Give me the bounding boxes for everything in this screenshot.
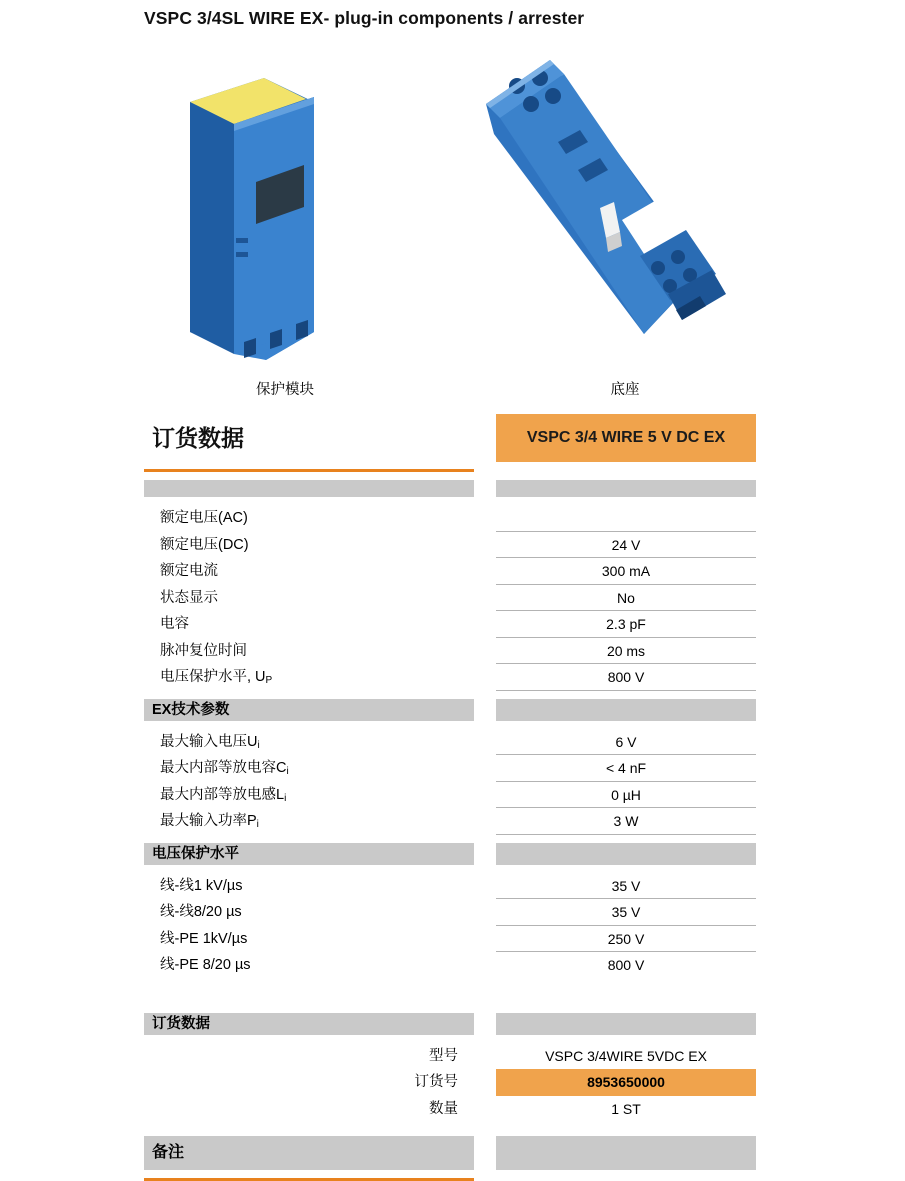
table-row [144,755,756,782]
row-value: 6 V [496,729,756,756]
table-row [144,1069,756,1096]
table-row [144,638,756,665]
row-value: 24 V [496,532,756,559]
page-title: VSPC 3/4SL WIRE EX- plug-in components / arrester [144,8,585,28]
gray-band-right [496,699,756,721]
row-label: 电压保护水平, UP [160,669,273,686]
row-label: 最大内部等放电容Ci [160,760,289,777]
row-value: 800 V [496,664,756,691]
table-row [144,1096,756,1123]
table-header-row [144,412,756,466]
row-value: 1 ST [611,1100,641,1117]
row-value: 800 V [607,957,645,973]
row-value: No [496,585,756,612]
band-row-1 [144,480,756,497]
row-value: 300 mA [496,558,756,585]
row-label: 订货号 [414,1074,458,1090]
table-row [144,505,756,532]
order-number-value: 8953650000 [496,1069,756,1096]
section-header-voltage-protection: 电压保护水平 [144,843,474,865]
product-images [144,42,764,372]
table-row [144,1043,756,1070]
section-header-ordering-data: 订货数据 [144,1013,474,1035]
row-label: 线-PE 8/20 µs [160,957,251,973]
row-value [496,505,756,532]
accent-rule-row [144,466,756,472]
table-row [144,873,756,900]
table-row [144,729,756,756]
row-label-subscript: i [257,739,260,751]
table-row [144,952,756,979]
row-label: 脉冲复位时间 [160,642,247,659]
ordering-data-table [144,412,756,1181]
table-row [144,782,756,809]
row-label-subscript: i [256,819,259,830]
section-remark-row [144,1136,756,1170]
caption-base-element: 底座 [610,382,640,398]
row-label: 最大输入电压Ui [160,733,260,751]
row-label: 额定电压(AC) [160,510,248,526]
row-label: 额定电流 [160,563,218,579]
row-label: 线-PE 1kV/µs [160,930,248,947]
row-value: 0 µH [496,782,756,809]
row-label: 电容 [160,616,189,632]
gray-band-right [496,480,756,497]
accent-rule [144,469,474,472]
row-value: 35 V [496,873,756,900]
row-value: < 4 nF [496,755,756,782]
row-label: 状态显示 [160,589,218,606]
section-header-ex: EX技术参数 [144,699,474,721]
row-value: 2.3 pF [496,611,756,638]
section-ex-row [144,699,756,721]
section-order-row [144,1013,756,1035]
row-label-subscript: P [265,675,273,686]
caption-protection-module: 保护模块 [256,382,314,398]
product-header: VSPC 3/4 WIRE 5 V DC EX [496,414,756,462]
row-label: 型号 [429,1047,458,1064]
table-row [144,899,756,926]
table-row [144,808,756,835]
row-label: 最大内部等放电感Li [160,786,287,804]
table-row [144,585,756,612]
gray-band [144,480,474,497]
section-header-remark: 备注 [144,1136,474,1170]
section-upl-row [144,843,756,865]
table-row [144,664,756,691]
table-row [144,558,756,585]
base-element-image [454,42,774,362]
row-value: 20 ms [496,638,756,665]
row-label-subscript: i [284,792,287,804]
row-value: 250 V [496,926,756,953]
row-value: VSPC 3/4WIRE 5VDC EX [545,1047,707,1064]
row-label: 最大输入功率Pi [160,813,259,830]
protection-module-image [144,42,444,362]
table-row [144,532,756,559]
row-label: 线-线1 kV/µs [160,877,243,894]
section-title: 订货数据 [152,425,244,451]
gray-band-right [496,1013,756,1035]
row-value: 35 V [496,899,756,926]
table-row [144,926,756,953]
table-row [144,611,756,638]
row-label: 线-线8/20 µs [160,904,242,920]
row-label: 数量 [429,1100,458,1117]
row-label-subscript: i [286,766,289,777]
row-value: 3 W [496,808,756,835]
gray-band-right [496,1136,756,1170]
gray-band-right [496,843,756,865]
row-label: 额定电压(DC) [160,536,249,553]
